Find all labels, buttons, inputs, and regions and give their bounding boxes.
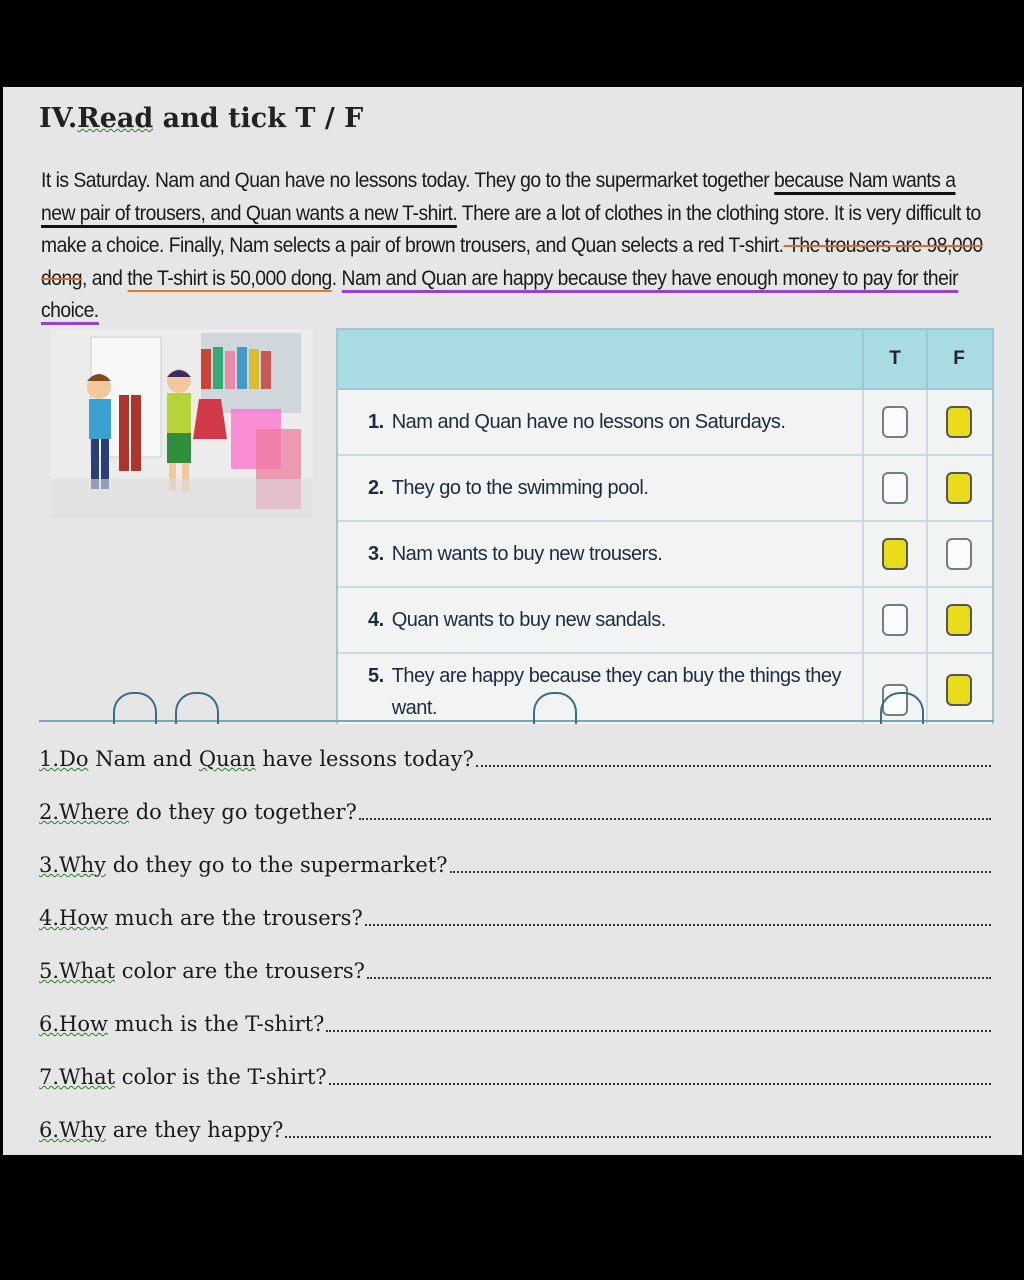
page-hole-icon xyxy=(533,692,577,724)
statement-text xyxy=(368,654,848,724)
question-lead-word: Why xyxy=(59,853,107,877)
question-lead-word: Why xyxy=(59,1118,107,1142)
page-hole-icon xyxy=(880,692,924,724)
question-item xyxy=(39,959,991,1012)
section-heading xyxy=(39,103,363,134)
question-lead-word: What xyxy=(59,1065,116,1089)
reading-passage xyxy=(41,165,993,328)
false-checkbox[interactable] xyxy=(946,472,972,504)
passage-highlight-reason: because Nam wants a new pair of trousers, and Quan wants a new T-shirt. xyxy=(41,169,956,228)
true-checkbox[interactable] xyxy=(882,472,908,504)
answer-line[interactable] xyxy=(359,800,991,820)
question-item xyxy=(39,906,991,959)
passage-join: , and xyxy=(81,266,128,290)
false-checkbox[interactable] xyxy=(946,406,972,438)
true-checkbox[interactable] xyxy=(882,604,908,636)
question-rest: much is the T-shirt? xyxy=(107,1012,325,1036)
answer-line[interactable] xyxy=(367,959,991,979)
question-item xyxy=(39,853,991,906)
question-underlined-word: Quan xyxy=(198,747,256,771)
question-lead-word: How xyxy=(59,1012,108,1036)
question-item xyxy=(39,1012,991,1065)
statement-text xyxy=(368,456,848,520)
passage-sentence-3: There are a lot of clothes in the clothing store. It is very difficult to make a choice. Finally, Nam selects a pair of brown trousers, and Quan selects a red T-shirt. xyxy=(41,201,981,257)
question-item xyxy=(39,800,991,853)
false-cell xyxy=(926,522,990,586)
worksheet-page xyxy=(3,87,1022,1155)
page-hole-icon xyxy=(175,692,219,724)
question-lead-word: Where xyxy=(59,800,130,824)
heading-rest: and tick T / F xyxy=(153,103,364,134)
statement-label: They go to the swimming pool. xyxy=(391,477,649,499)
answer-line[interactable] xyxy=(326,1012,991,1032)
page-hole-icon xyxy=(113,692,157,724)
heading-underlined-word: Read xyxy=(77,103,154,134)
statement-text xyxy=(368,390,848,454)
passage-tshirt-price: the T-shirt is 50,000 dong xyxy=(127,266,332,290)
answer-line[interactable] xyxy=(476,747,991,767)
false-cell xyxy=(926,654,990,724)
question-text xyxy=(39,800,357,824)
statement-label: Nam wants to buy new trousers. xyxy=(391,543,663,565)
false-checkbox[interactable] xyxy=(946,604,972,636)
heading-prefix: IV. xyxy=(39,103,78,134)
true-false-table xyxy=(336,328,994,724)
table-row xyxy=(338,588,992,654)
statement-text xyxy=(368,522,848,586)
question-number: 3. xyxy=(39,853,60,877)
question-text xyxy=(39,1118,283,1142)
question-item xyxy=(39,747,991,800)
true-cell xyxy=(862,588,926,652)
question-rest: much are the trousers? xyxy=(107,906,363,930)
true-checkbox[interactable] xyxy=(882,538,908,570)
passage-sentence-1: It is Saturday. Nam and Quan have no lessons today. They go to the supermarket together xyxy=(41,169,775,192)
question-text xyxy=(39,1065,327,1089)
passage-trousers-price: The trousers are 98,000 dong xyxy=(41,234,983,290)
true-cell xyxy=(862,522,926,586)
question-lead-word: What xyxy=(59,959,116,983)
question-number: 1. xyxy=(39,747,60,771)
statement-number: 1. xyxy=(368,411,384,433)
question-number: 4. xyxy=(39,906,60,930)
passage-period: . xyxy=(331,266,342,290)
question-number: 7. xyxy=(39,1065,60,1089)
statement-label: Quan wants to buy new sandals. xyxy=(391,609,666,631)
header-true: T xyxy=(862,330,926,388)
question-lead-word: Do xyxy=(59,747,89,771)
statement-number: 3. xyxy=(368,543,384,565)
question-number: 2. xyxy=(39,800,60,824)
false-checkbox[interactable] xyxy=(946,538,972,570)
table-row xyxy=(338,522,992,588)
question-text xyxy=(39,1012,324,1036)
false-cell xyxy=(926,456,990,520)
clothing-store-illustration xyxy=(51,329,313,519)
question-item xyxy=(39,1118,991,1155)
question-text xyxy=(39,906,363,930)
statement-number: 2. xyxy=(368,477,384,499)
question-lead-word: How xyxy=(59,906,108,930)
question-number: 5. xyxy=(39,959,60,983)
question-text xyxy=(39,747,474,771)
question-rest: do they go to the supermarket? xyxy=(106,853,448,877)
header-false: F xyxy=(926,330,990,388)
answer-line[interactable] xyxy=(450,853,991,873)
question-item xyxy=(39,1065,991,1118)
question-rest: are they happy? xyxy=(106,1118,284,1142)
answer-line[interactable] xyxy=(329,1065,991,1085)
passage-happy-reason: Nam and Quan are happy because they have enough money to pay for their choice. xyxy=(41,267,958,326)
table-header xyxy=(338,330,992,390)
question-rest: color is the T-shirt? xyxy=(115,1065,327,1089)
question-rest: do they go together? xyxy=(129,800,357,824)
question-number: 6. xyxy=(39,1012,60,1036)
question-rest: color are the trousers? xyxy=(115,959,365,983)
true-checkbox[interactable] xyxy=(882,406,908,438)
table-row xyxy=(338,456,992,522)
false-cell xyxy=(926,390,990,454)
answer-line[interactable] xyxy=(285,1118,991,1138)
table-row xyxy=(338,390,992,456)
true-cell xyxy=(862,390,926,454)
statement-number: 4. xyxy=(368,609,384,631)
statement-number: 5. xyxy=(368,665,384,687)
false-checkbox[interactable] xyxy=(946,674,972,706)
question-list xyxy=(39,747,991,1155)
statement-label: Nam and Quan have no lessons on Saturdays. xyxy=(391,411,786,433)
question-text xyxy=(39,853,448,877)
question-text xyxy=(39,959,365,983)
false-cell xyxy=(926,588,990,652)
statement-label: They are happy because they can buy the things they want. xyxy=(391,665,841,719)
answer-line[interactable] xyxy=(365,906,991,926)
question-rest-2: have lessons today? xyxy=(255,747,474,771)
question-number: 6. xyxy=(39,1118,60,1142)
statement-text xyxy=(368,588,848,652)
true-cell xyxy=(862,456,926,520)
question-rest: Nam and xyxy=(88,747,199,771)
